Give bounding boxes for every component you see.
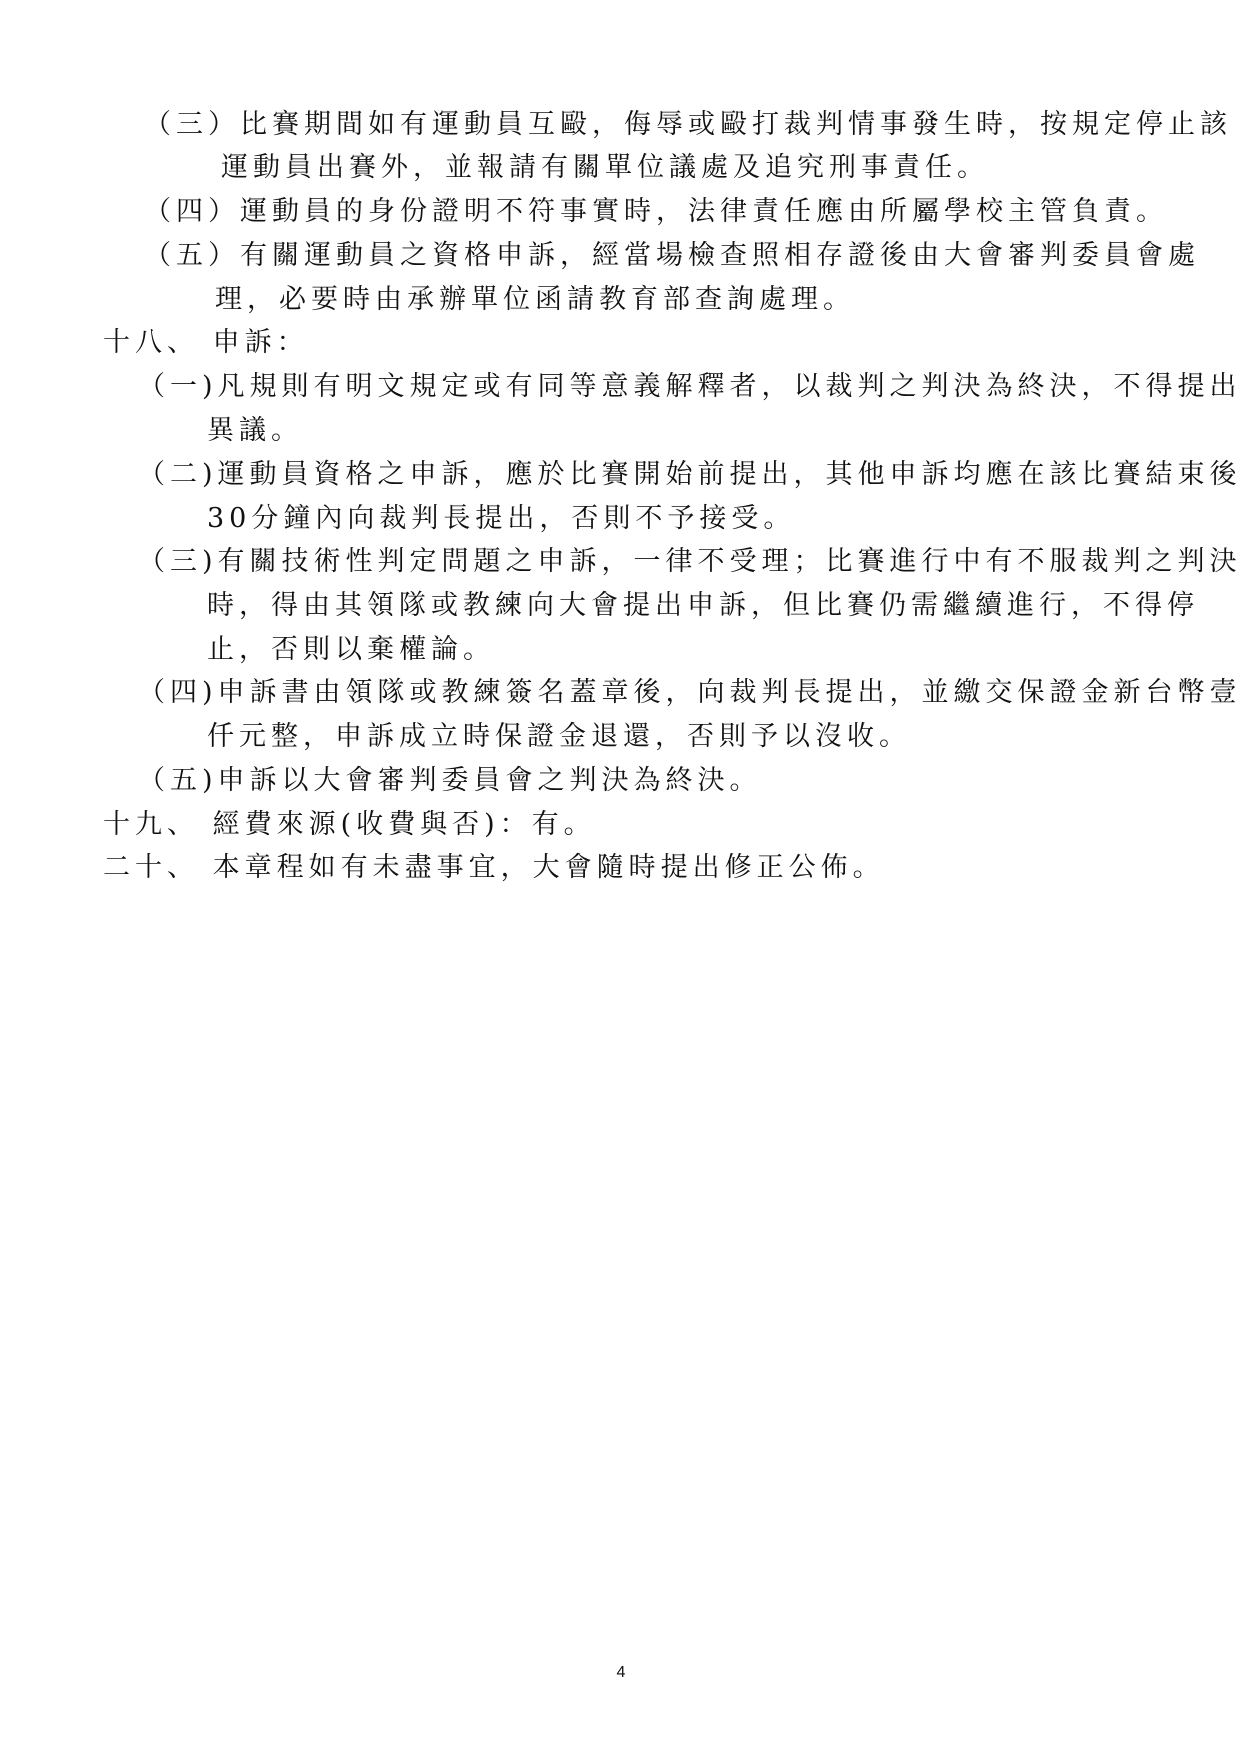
text-line: 時，得由其領隊或教練向大會提出申訴，但比賽仍需繼續進行，不得停: [207, 590, 1199, 621]
text-line: （三)有關技術性判定問題之申訴，一律不受理；比賽進行中有不服裁判之判決: [138, 546, 1242, 577]
section-heading: 十八、 申訴：: [103, 327, 309, 358]
text-line: 運動員出賽外，並報請有關單位議處及追究刑事責任。: [221, 152, 989, 183]
text-line: （四）運動員的身份證明不符事實時，法律責任應由所屬學校主管負責。: [144, 196, 1168, 227]
section-heading: 二十、 本章程如有未盡事宜，大會隨時提出修正公佈。: [103, 852, 885, 883]
page-number: 4: [616, 1664, 626, 1681]
text-line: （二)運動員資格之申訴，應於比賽開始前提出，其他申訴均應在該比賽結束後: [138, 459, 1242, 490]
text-line: （五)申訴以大會審判委員會之判決為終決。: [138, 765, 762, 796]
text-line: 仟元整，申訴成立時保證金退還，否則予以沒收。: [207, 721, 911, 752]
text-line: （三）比賽期間如有運動員互毆，侮辱或毆打裁判情事發生時，按規定停止該: [144, 109, 1232, 140]
text-line: 異議。: [207, 415, 303, 446]
text-line: （四)申訴書由領隊或教練簽名蓋章後，向裁判長提出，並繳交保證金新台幣壹: [138, 677, 1242, 708]
text-line: （五）有關運動員之資格申訴，經當場檢查照相存證後由大會審判委員會處: [144, 240, 1200, 271]
text-line: （一)凡規則有明文規定或有同等意義解釋者，以裁判之判決為終決，不得提出: [138, 371, 1242, 402]
text-line: 理，必要時由承辦單位函請教育部查詢處理。: [215, 284, 855, 315]
text-line: 止，否則以棄權論。: [207, 634, 495, 665]
text-line: 30分鐘內向裁判長提出，否則不予接受。: [207, 503, 796, 534]
section-heading: 十九、 經費來源(收費與否)：有。: [103, 809, 596, 840]
